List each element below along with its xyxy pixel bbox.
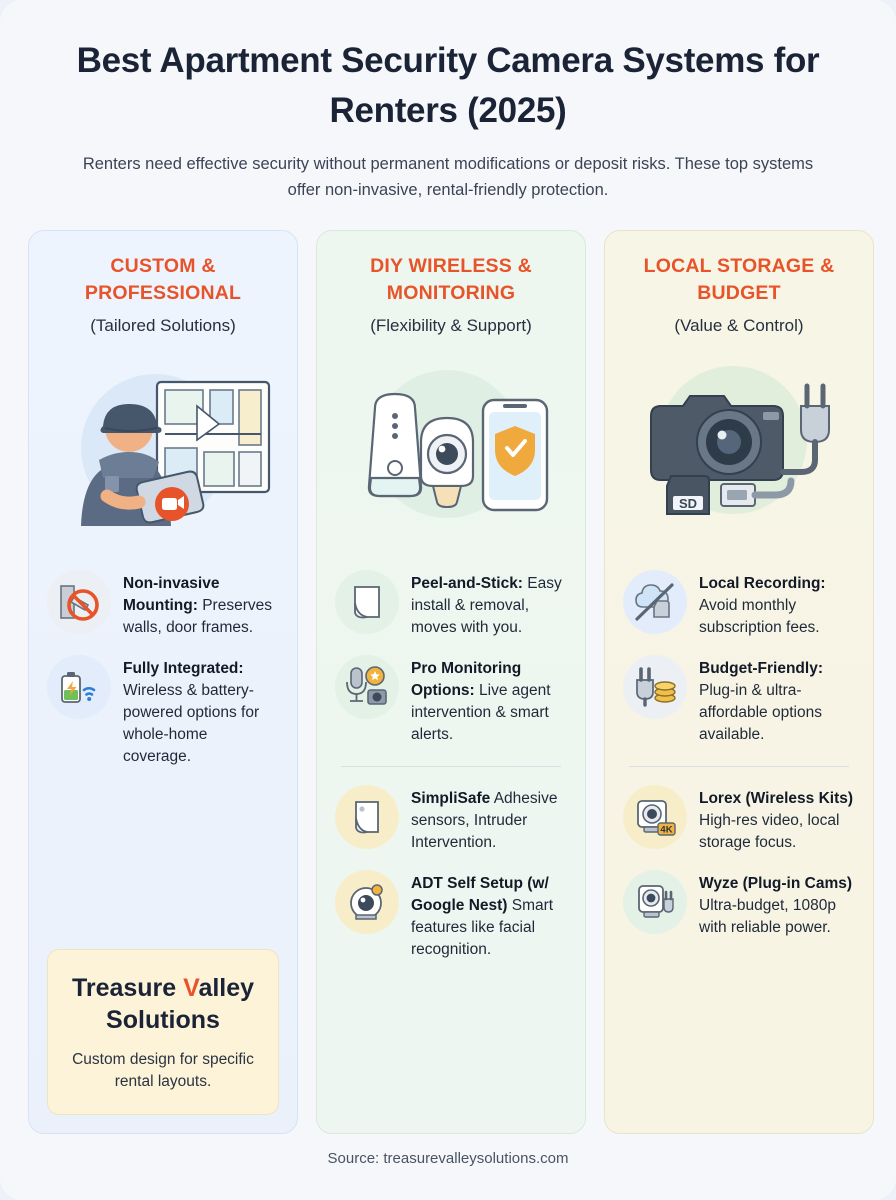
feature-heading: Local Recording: (699, 574, 826, 592)
4k-camera-icon (623, 785, 687, 849)
feature-local-recording (623, 570, 855, 639)
brand-body: High-res video, local storage focus. (699, 811, 840, 851)
column-local-storage-budget (604, 230, 874, 1134)
feature-body: Preserves walls, door frames. (123, 596, 272, 636)
brand-description: Custom design for specific rental layouts. (72, 1050, 254, 1091)
page-title: Best Apartment Security Camera Systems for Renters (2025) (76, 41, 820, 130)
feature-heading: Pro Monitoring Options: (411, 659, 522, 699)
feature-pro-monitoring-options (335, 655, 567, 746)
brand-body: Smart features like facial recognition. (411, 896, 554, 958)
brand-heading: Lorex (Wireless Kits) (699, 789, 854, 807)
feature-non-invasive-mounting (47, 570, 279, 639)
source-note: Source: treasurevalleysolutions.com (327, 1149, 569, 1167)
feature-peel-and-stick (335, 570, 567, 639)
brand-heading: ADT Self Setup (w/ Google Nest) (411, 874, 549, 914)
feature-heading: Fully Integrated: (123, 659, 244, 677)
feature-heading: Peel-and-Stick: (411, 574, 523, 592)
feature-budget-friendly (623, 655, 855, 746)
no-screw-icon (47, 570, 111, 634)
brand-name: Treasure Valley Solutions (71, 973, 255, 1035)
plug-coins-icon (623, 655, 687, 719)
brand-adt-self-setup (335, 870, 567, 961)
svg-text:4K: 4K (660, 824, 673, 836)
brand-heading: Wyze (Plug-in Cams) (699, 874, 853, 892)
feature-body: Easy install & removal, moves with you. (411, 574, 562, 636)
page-subtitle: Renters need effective security without permanent modifications or deposit risks. These top systems offer non-invasive, rental-friendly protection. (82, 155, 814, 200)
microphone-badge-camera-icon (335, 655, 399, 719)
feature-heading: Non-invasive Mounting: (123, 574, 220, 614)
technician-floorplan-illustration (47, 348, 279, 544)
divider (341, 766, 561, 767)
adhesive-sensor-icon (335, 785, 399, 849)
feature-body: Live agent intervention & smart alerts. (411, 681, 551, 743)
no-cloud-sd-icon (623, 570, 687, 634)
brand-heading: SimpliSafe (411, 789, 491, 807)
battery-wireless-icon (47, 655, 111, 719)
brand-lorex (623, 785, 855, 854)
column-title: CUSTOM & PROFESSIONAL (84, 254, 242, 305)
columns-container (28, 230, 868, 1134)
feature-body: Wireless & battery-powered options for whole-home coverage. (123, 681, 260, 765)
camera-sd-usb-plug-illustration (623, 348, 855, 544)
peel-sticker-icon (335, 570, 399, 634)
brand-wyze (623, 870, 855, 939)
feature-fully-integrated (47, 655, 279, 768)
feature-heading: Budget-Friendly: (699, 659, 823, 677)
brand-treasure-valley-solutions (47, 949, 279, 1115)
feature-body: Avoid monthly subscription fees. (699, 596, 820, 636)
brand-body: Adhesive sensors, Intruder Intervention. (411, 789, 558, 851)
brand-body: Ultra-budget, 1080p with reliable power. (699, 896, 837, 936)
plugin-cam-icon (623, 870, 687, 934)
nest-camera-icon (335, 870, 399, 934)
brand-simplisafe (335, 785, 567, 854)
brand-accent-letter: V (183, 973, 199, 1002)
column-subtitle: (Value & Control) (674, 315, 804, 335)
column-diy-wireless-monitoring (316, 230, 586, 1134)
smart-hub-camera-phone-illustration (335, 348, 567, 544)
column-title: DIY WIRELESS & MONITORING (370, 254, 532, 305)
column-custom-professional (28, 230, 298, 1134)
column-subtitle: (Flexibility & Support) (370, 315, 532, 335)
svg-text:SD: SD (678, 495, 698, 511)
divider (629, 766, 849, 767)
column-subtitle: (Tailored Solutions) (90, 315, 236, 335)
column-title: LOCAL STORAGE & BUDGET (643, 254, 835, 305)
feature-body: Plug-in & ultra-affordable options available. (699, 681, 822, 743)
